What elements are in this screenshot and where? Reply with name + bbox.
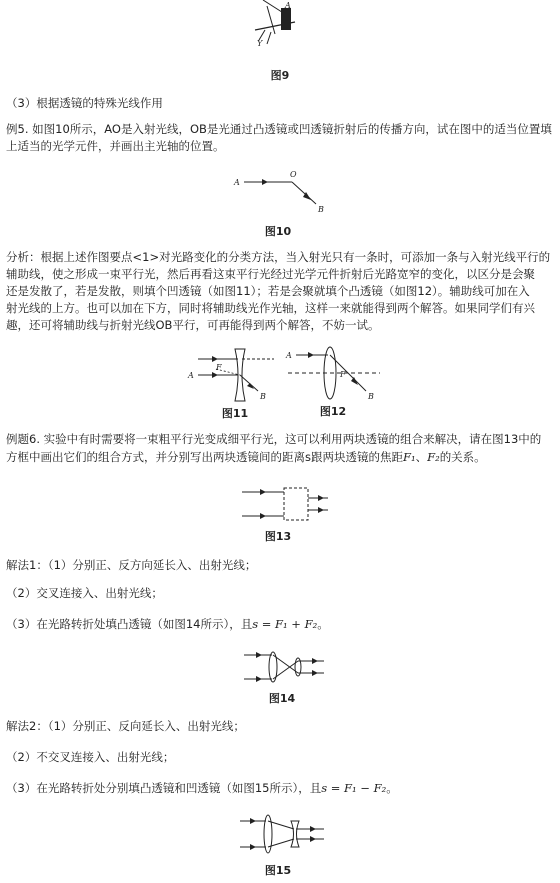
analysis-line-2: 辅助线，使之形成一束平行光，然后再看这束平行光经过光学元件折射后光路宽窄的变化，以区分是会聚	[6, 267, 535, 281]
analysis-line-5: 趣，还可将辅助线与折射光线OB平行，可再能得到两个解答，不妨一试。	[6, 318, 380, 332]
example-6-line-1: 例题6. 实验中有时需要将一束粗平行光变成细平行光，这可以利用两块透镜的组合来解决，请在图13中的	[6, 432, 542, 446]
focal-length-f2: F₂	[427, 450, 440, 464]
analysis-line-4: 射光线的上方。也可以加在下方，同时将辅助线光作光轴，这样一来就能得到两个解答。如果同学们有兴	[6, 301, 535, 315]
solution-2-line-3-suffix: 。	[386, 781, 398, 795]
figure-12-diagram	[284, 345, 384, 405]
label-B: B	[260, 392, 266, 401]
analysis-line-1: 分析：根据上述作图要点<1>对光路变化的分类方法，当入射光只有一条时，可添加一条与入射光线平行的	[6, 250, 551, 264]
figure-15-caption: 图15	[264, 864, 292, 877]
example-5-line-1: 例5. 如图10所示，AO是入射光线，OB是光通过凸透镜或凹透镜折射后的传播方向，试在图中的适当位置填	[6, 122, 552, 136]
label-A: A	[286, 351, 292, 360]
figure-12-caption: 图12	[319, 405, 347, 418]
solution-1-line-3-prefix: （3）在光路转折处填凸透镜（如图14所示），且	[6, 617, 253, 631]
separator: 、	[415, 450, 428, 464]
figure-15-diagram	[238, 813, 326, 855]
solution-2-line-2: （2）不交叉连接入、出射光线；	[6, 750, 175, 764]
solution-2-line-3-prefix: （3）在光路转折处分别填凸透镜和凹透镜（如图15所示），且	[6, 781, 322, 795]
solution-1-line-1: 解法1：（1）分别正、反方向延长入、出射光线；	[6, 558, 257, 572]
figure-14-diagram	[242, 650, 326, 684]
figure-13-caption: 图13	[264, 530, 292, 543]
label-A: A	[188, 371, 194, 380]
label-A: A	[234, 178, 240, 187]
figure-13-diagram	[240, 486, 330, 522]
svg-text:A: A	[285, 1, 291, 10]
label-O: O	[290, 170, 297, 179]
example-6-line-2-prefix: 方框中画出它们的组合方式，并分别写出两块透镜间的距离s跟两块透镜的焦距	[6, 450, 403, 464]
solution-2-line-1: 解法2：（1）分别正、反向延长入、出射光线；	[6, 719, 245, 733]
example-6-line-2-suffix: 的关系。	[439, 450, 486, 464]
solution-2-line-3	[6, 780, 398, 797]
solution-1-formula: s = F₁ + F₂	[252, 617, 318, 631]
solution-1-line-3-suffix: 。	[317, 617, 329, 631]
label-F: F	[216, 363, 222, 372]
label-B: B	[368, 392, 374, 401]
label-F: F	[340, 370, 346, 379]
analysis-line-3: 还是发散了，若是发散，则填个凹透镜（如图11）；若是会聚就填个凸透镜（如图12）。辅助线可加在入	[6, 284, 530, 298]
figure-9-diagram	[245, 0, 305, 50]
figure-11-diagram	[186, 345, 276, 405]
figure-10-caption: 图10	[264, 225, 292, 238]
figure-9-caption: 图9	[270, 69, 290, 82]
figure-11-caption: 图11	[221, 407, 249, 420]
figure-10-diagram	[232, 168, 342, 218]
example-6-line-2	[6, 449, 486, 466]
section-3-heading: （3）根据透镜的特殊光线作用	[6, 96, 163, 110]
label-B: B	[318, 205, 324, 214]
svg-text:Y: Y	[257, 39, 263, 48]
focal-length-f1: F₁	[403, 450, 416, 464]
example-5-line-2: 上适当的光学元件，并画出主光轴的位置。	[6, 139, 225, 153]
figure-14-caption: 图14	[268, 692, 296, 705]
solution-1-line-2: （2）交叉连接入、出射光线；	[6, 586, 163, 600]
solution-1-line-3	[6, 616, 329, 633]
solution-2-formula: s = F₁ − F₂	[321, 781, 387, 795]
